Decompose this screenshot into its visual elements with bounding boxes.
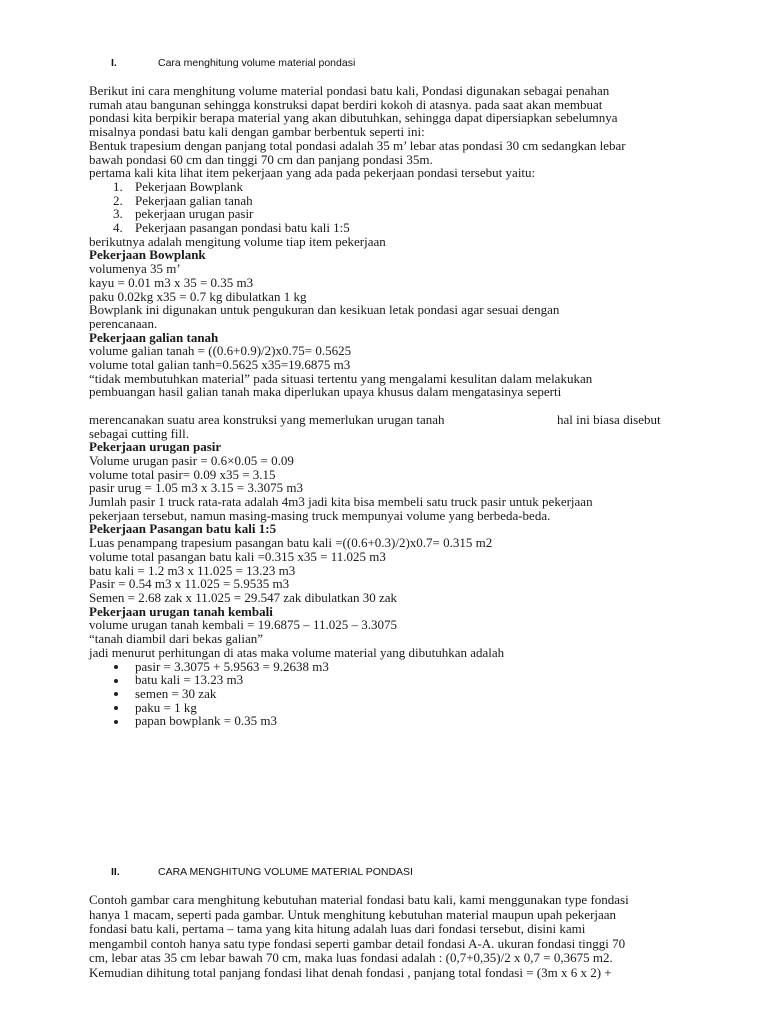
galian-tab-right: hal ini biasa disebut bbox=[557, 411, 661, 427]
list-number: 4. bbox=[113, 220, 123, 236]
urugan-tanah-line: “tanah diambil dari bekas galian” bbox=[89, 631, 263, 647]
section-1-body bbox=[89, 84, 729, 728]
intro-line: rumah atau bangunan sehingga konstruksi dapat berdiri kokoh di atasnya. pada saat akan membuat bbox=[89, 96, 603, 112]
after-list-text: berikutnya adalah mengitung volume tiap item pekerjaan bbox=[89, 233, 386, 249]
bowplank-line: kayu = 0.01 m3 x 35 = 0.35 m3 bbox=[89, 274, 254, 290]
summary-list bbox=[89, 660, 729, 729]
list-text: pekerjaan urugan pasir bbox=[135, 206, 254, 222]
list-text: Pekerjaan galian tanah bbox=[135, 192, 253, 208]
list-item: paku = 1 kg bbox=[89, 701, 729, 715]
list-number: 1. bbox=[113, 178, 123, 194]
list-item: batu kali = 13.23 m3 bbox=[89, 673, 729, 687]
intro-line: pertama kali kita lihat item pekerjaan yang ada pada pekerjaan pondasi tersebut yaitu: bbox=[89, 165, 536, 181]
urugan-pasir-line: pekerjaan tersebut, namun masing-masing truck mempunyai volume yang berbeda-beda. bbox=[89, 507, 551, 523]
bowplank-heading: Pekerjaan Bowplank bbox=[89, 247, 206, 263]
galian-tab-left: merencanakan suatu area konstruksi yang memerlukan urugan tanah bbox=[89, 411, 445, 427]
section-2-heading bbox=[111, 866, 413, 878]
section-2-number: II. bbox=[111, 866, 120, 878]
urugan-tanah-heading: Pekerjaan urugan tanah kembali bbox=[89, 603, 273, 619]
list-text: Pekerjaan Bowplank bbox=[135, 178, 243, 194]
urugan-tanah-line: jadi menurut perhitungan di atas maka volume material yang dibutuhkan adalah bbox=[89, 644, 505, 660]
intro-line: misalnya pondasi batu kali dengan gambar berbentuk seperti ini: bbox=[89, 124, 425, 140]
urugan-pasir-line: Volume urugan pasir = 0.6×0.05 = 0.09 bbox=[89, 452, 294, 468]
urugan-pasir-line: pasir urug = 1.05 m3 x 3.15 = 3.3075 m3 bbox=[89, 480, 303, 496]
urugan-tanah-line: volume urugan tanah kembali = 19.6875 – 11.025 – 3.3075 bbox=[89, 617, 397, 633]
urugan-pasir-line: Jumlah pasir 1 truck rata-rata adalah 4m3 jadi kita bisa membeli satu truck pasir untuk pekerjaan bbox=[89, 494, 593, 510]
pasangan-line: Semen = 2.68 zak x 11.025 = 29.547 zak dibulatkan 30 zak bbox=[89, 590, 398, 605]
galian-heading: Pekerjaan galian tanah bbox=[89, 329, 219, 345]
section-2-line: cm, lebar atas 35 cm lebar bawah 70 cm, maka luas fondasi adalah : (0,7+0,35)/2 x 0,7 = 0,3675 m2. bbox=[89, 950, 613, 966]
list-item bbox=[89, 207, 729, 221]
galian-tab-cont: sebagai cutting fill. bbox=[89, 425, 190, 441]
pasangan-heading: Pekerjaan Pasangan batu kali 1:5 bbox=[89, 521, 277, 537]
urugan-pasir-line: volume total pasir= 0.09 x35 = 3.15 bbox=[89, 466, 276, 482]
section-2-line: Contoh gambar cara menghitung kebutuhan material fondasi batu kali, kami menggunakan type fondasi bbox=[89, 892, 629, 907]
pasangan-line: volume total pasangan batu kali =0.315 x35 = 11.025 m3 bbox=[89, 548, 386, 564]
section-1-heading bbox=[111, 57, 355, 69]
intro-line: Berikut ini cara menghitung volume material pondasi batu kali, Pondasi digunakan sebagai penahan bbox=[89, 83, 610, 98]
galian-tab-line bbox=[89, 413, 729, 427]
list-item: papan bowplank = 0.35 m3 bbox=[89, 714, 729, 728]
section-1-number: I. bbox=[111, 57, 117, 69]
list-number: 3. bbox=[113, 206, 123, 222]
pasangan-line: Pasir = 0.54 m3 x 11.025 = 5.9535 m3 bbox=[89, 576, 290, 592]
section-2-line: fondasi batu kali, pertama – tama yang kita hitung adalah luas dari fondasi tersebut, disini kami bbox=[89, 921, 586, 937]
bowplank-line: volumenya 35 m’ bbox=[89, 261, 181, 277]
galian-line: volume total galian tanh=0.5625 x35=19.6875 m3 bbox=[89, 357, 351, 373]
bowplank-line: paku 0.02kg x35 = 0.7 kg dibulatkan 1 kg bbox=[89, 288, 307, 304]
section-2-line: Kemudian dihitung total panjang fondasi lihat denah fondasi , panjang total fondasi = (3m x 6 x 2) + bbox=[89, 964, 612, 980]
section-2-line: hanya 1 macam, seperti pada gambar. Untuk menghitung kebutuhan material maupun upah pekerjaan bbox=[89, 906, 617, 922]
galian-line: pembuangan hasil galian tanah maka diperlukan upaya khusus dalam mengatasinya seperti bbox=[89, 384, 562, 400]
section-2-line: mengambil contoh hanya satu type fondasi seperti gambar detail fondasi A-A. ukuran fondasi tinggi 70 bbox=[89, 935, 626, 951]
pasangan-line: Luas penampang trapesium pasangan batu kali =((0.6+0.3)/2)x0.7= 0.315 m2 bbox=[89, 535, 493, 551]
galian-line: “tidak membutuhkan material” pada situasi tertentu yang mengalami kesulitan dalam melakukan bbox=[89, 370, 593, 386]
section-2-body bbox=[89, 893, 729, 981]
galian-line: volume galian tanah = ((0.6+0.9)/2)x0.75= 0.5625 bbox=[89, 343, 352, 359]
list-item bbox=[89, 180, 729, 194]
list-text: Pekerjaan pasangan pondasi batu kali 1:5 bbox=[135, 220, 350, 236]
section-2-title: CARA MENGHITUNG VOLUME MATERIAL PONDASI bbox=[158, 866, 413, 878]
list-number: 2. bbox=[113, 192, 123, 208]
list-item bbox=[89, 221, 729, 235]
bowplank-line: perencanaan. bbox=[89, 315, 158, 331]
work-items-list bbox=[89, 180, 729, 235]
list-item: semen = 30 zak bbox=[89, 687, 729, 701]
bowplank-line: Bowplank ini digunakan untuk pengukuran dan kesikuan letak pondasi agar sesuai dengan bbox=[89, 302, 560, 318]
section-1-title: Cara menghitung volume material pondasi bbox=[158, 57, 356, 69]
blank-line bbox=[89, 399, 729, 413]
urugan-pasir-heading: Pekerjaan urugan pasir bbox=[89, 439, 222, 455]
list-item bbox=[89, 194, 729, 208]
intro-line: bawah pondasi 60 cm dan tinggi 70 cm dan panjang pondasi 35m. bbox=[89, 151, 433, 167]
list-item: pasir = 3.3075 + 5.9563 = 9.2638 m3 bbox=[89, 660, 729, 674]
intro-line: Bentuk trapesium dengan panjang total pondasi adalah 35 m’ lebar atas pondasi 30 cm sedangkan lebar bbox=[89, 137, 626, 153]
intro-line: pondasi kita berpikir berapa material yang akan dibutuhkan, sehingga dapat dipersiapkan sebelumnya bbox=[89, 110, 618, 126]
pasangan-line: batu kali = 1.2 m3 x 11.025 = 13.23 m3 bbox=[89, 562, 296, 578]
